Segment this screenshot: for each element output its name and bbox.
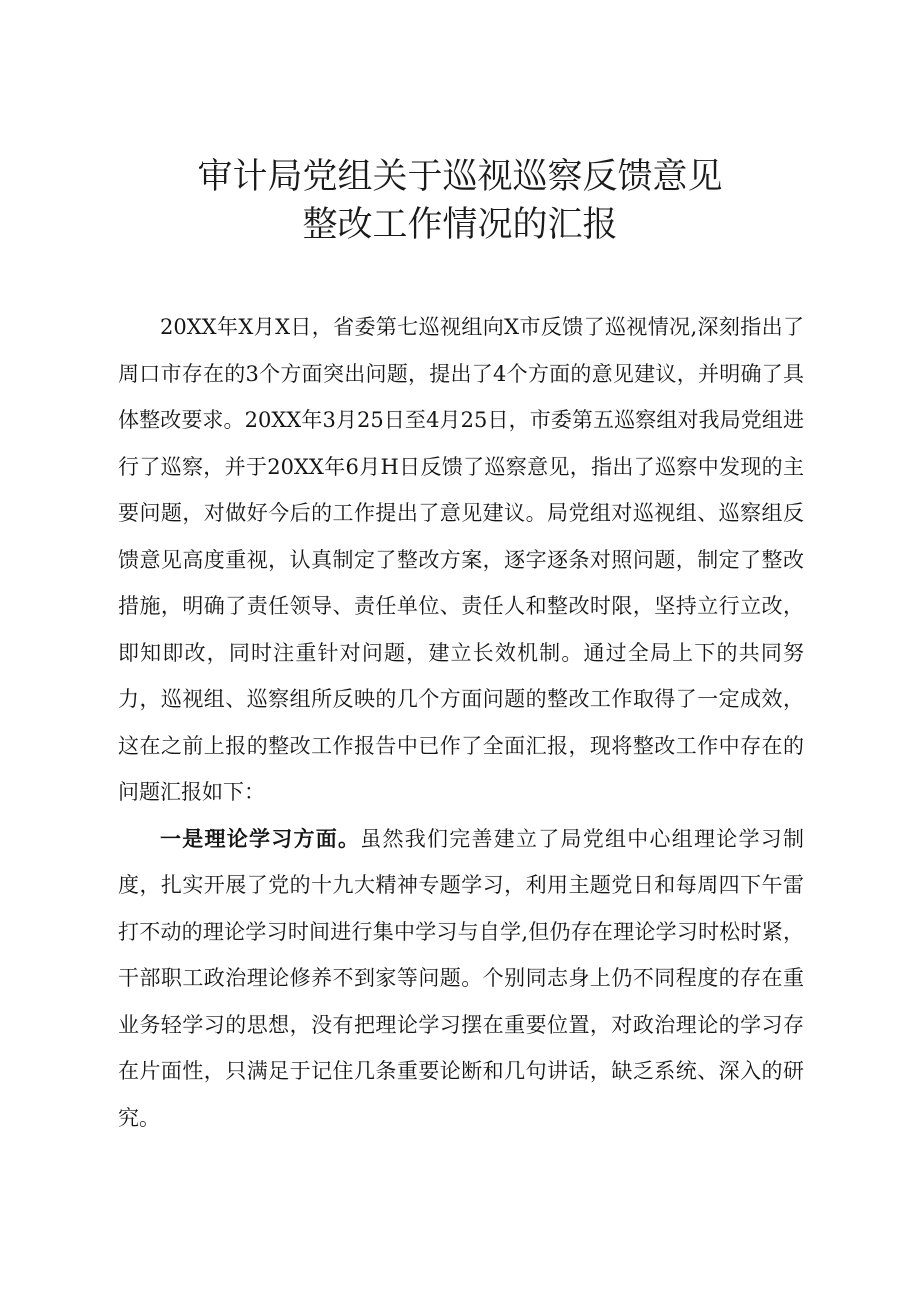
document-body [118,304,804,1141]
document-title [0,153,920,249]
paragraph-lead-heading: 一是理论学习方面。 [160,825,361,851]
paragraph-intro: 20XX年X月X日，省委第七巡视组向X市反馈了巡视情况,深刻指出了周口市存在的3个方面突出问题，提出了4个方面的意见建议，并明确了具体整改要求。20XX年3月25日至4月25日，市委第五巡察组对我局党组进行了巡察，并于20XX年6月H日反馈了巡察意见，指出了巡察中发现的主要问题，对做好今后的工作提出了意见建议。局党组对巡视组、巡察组反馈意见高度重视，认真制定了整改方案，逐字逐条对照问题，制定了整改措施，明确了责任领导、责任单位、责任人和整改时限，坚持立行立改，即知即改，同时注重针对问题，建立长效机制。通过全局上下的共同努力，巡视组、巡察组所反映的几个方面问题的整改工作取得了一定成效，这在之前上报的整改工作报告中已作了全面汇报，现将整改工作中存在的问题汇报如下： [118,315,804,804]
paragraph-theory-text: 虽然我们完善建立了局党组中心组理论学习制度，扎实开展了党的十九大精神专题学习，利用主题党日和每周四下午雷打不动的理论学习时间进行集中学习与自学,但仍存在理论学习时松时紧，干部职工政治理论修养不到家等问题。个别同志身上仍不同程度的存在重业务轻学习的思想，没有把理论学习摆在重要位置，对政治理论的学习存在片面性，只满足于记住几条重要论断和几句讲话，缺乏系统、深入的研究。 [118,826,804,1130]
title-line-1: 审计局党组关于巡视巡察反馈意见 [197,157,723,197]
paragraph-theory-study [118,816,804,1142]
title-line-2: 整改工作情况的汇报 [302,205,618,245]
